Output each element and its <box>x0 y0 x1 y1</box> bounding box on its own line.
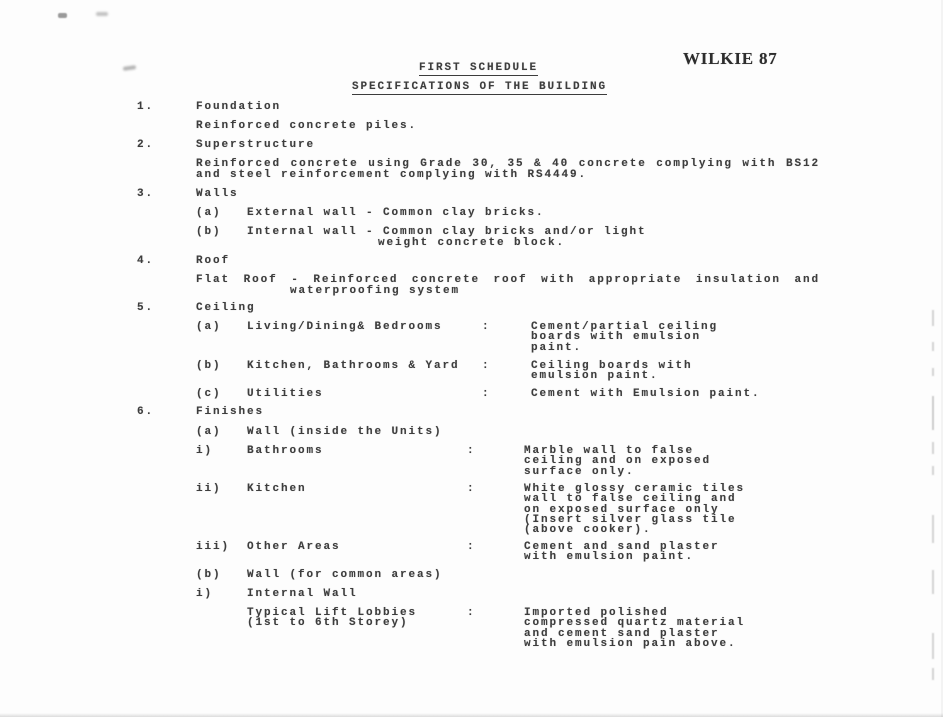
item-text-line: weight concrete block. <box>378 237 566 249</box>
desc-line: with emulsion paint. <box>524 551 695 564</box>
desc-line: paint. <box>531 341 583 354</box>
item-label: Kitchen, Bathrooms & Yard <box>247 360 460 372</box>
item-description: Cement with Emulsion paint. <box>531 388 761 400</box>
item-label: Utilities <box>247 388 324 400</box>
desc-line: (above cooker). <box>524 524 652 537</box>
item-label: Kitchen <box>247 483 307 495</box>
desc-line: on exposed surface only <box>524 503 720 516</box>
item-marker: (b) <box>196 360 222 372</box>
item-colon: : <box>482 321 491 333</box>
item-marker: (b) <box>196 226 222 238</box>
item-marker: (a) <box>196 426 222 438</box>
item-text-line: Internal wall - Common clay bricks and/or light <box>247 226 647 238</box>
item-label: Living/Dining& Bedrooms <box>247 321 443 333</box>
desc-line: emulsion paint. <box>531 370 659 383</box>
item-colon: : <box>482 388 491 400</box>
desc-line: compressed quartz material <box>524 617 746 630</box>
desc-line: Cement/partial ceiling <box>531 321 719 333</box>
subsection-heading: Wall (inside the Units) <box>247 426 443 438</box>
desc-line: surface only. <box>524 465 635 478</box>
item-description <box>531 322 718 353</box>
section-number: 1. <box>137 101 155 113</box>
section-number: 4. <box>137 255 155 267</box>
desc-line: Imported polished <box>524 607 669 619</box>
label-line: Typical Lift Lobbies <box>247 607 418 619</box>
body-line: Reinforced concrete using Grade 30, 35 & 40 concrete complying with BS12 <box>196 158 820 170</box>
section-number: 2. <box>137 139 155 151</box>
item-label: Other Areas <box>247 541 341 553</box>
item-description <box>524 608 745 649</box>
desc-line: White glossy ceramic tiles <box>524 483 746 495</box>
body-line: waterproofing system <box>290 285 461 297</box>
item-marker: iii) <box>196 541 231 553</box>
section-title: Finishes <box>196 406 265 418</box>
desc-line: Ceiling boards with <box>531 360 693 372</box>
section-title: Foundation <box>196 101 282 113</box>
item-marker: ii) <box>196 483 222 495</box>
desc-line: and cement sand plaster <box>524 627 720 640</box>
item-label: Bathrooms <box>247 445 324 457</box>
label-line: (1st to 6th Storey) <box>247 617 409 630</box>
desc-line: with emulsion pain above. <box>524 638 737 651</box>
body-line: and steel reinforcement complying with RS4449. <box>196 169 588 181</box>
item-marker: (c) <box>196 388 222 400</box>
section-title: Roof <box>196 255 231 267</box>
item-colon: : <box>467 445 476 457</box>
item-description <box>531 361 693 382</box>
section-number: 6. <box>137 406 155 418</box>
item-colon: : <box>467 541 476 553</box>
body-line: Flat Roof - Reinforced concrete roof with appropriate insulation and <box>196 274 820 286</box>
desc-line: Marble wall to false <box>524 445 695 457</box>
subsection-heading: Wall (for common areas) <box>247 569 443 581</box>
subsection-heading: Internal Wall <box>247 588 358 600</box>
item-description <box>524 542 720 563</box>
item-colon: : <box>467 483 476 495</box>
section-title: Ceiling <box>196 302 256 314</box>
doc-title: FIRST SCHEDULE <box>419 62 539 74</box>
item-colon: : <box>467 607 476 619</box>
doc-ref: WILKIE 87 <box>683 49 778 68</box>
item-marker: (a) <box>196 207 222 219</box>
desc-line: (Insert silver glass tile <box>524 514 737 527</box>
desc-line: boards with emulsion <box>531 331 702 344</box>
item-label <box>247 608 417 629</box>
desc-line: wall to false ceiling and <box>524 493 737 506</box>
section-number: 3. <box>137 188 155 200</box>
item-description <box>524 484 745 536</box>
desc-line: Cement and sand plaster <box>524 541 720 553</box>
item-marker: (b) <box>196 569 222 581</box>
body-line: Reinforced concrete piles. <box>196 120 418 132</box>
section-title: Superstructure <box>196 139 316 151</box>
item-marker: (a) <box>196 321 222 333</box>
section-title: Walls <box>196 188 239 200</box>
item-text-line: External wall - Common clay bricks. <box>247 207 545 219</box>
item-marker: i) <box>196 588 214 600</box>
item-colon: : <box>482 360 491 372</box>
doc-subtitle: SPECIFICATIONS OF THE BUILDING <box>352 81 608 93</box>
item-marker: i) <box>196 445 214 457</box>
item-description <box>524 446 711 477</box>
desc-line: ceiling and on exposed <box>524 455 712 468</box>
section-number: 5. <box>137 302 155 314</box>
